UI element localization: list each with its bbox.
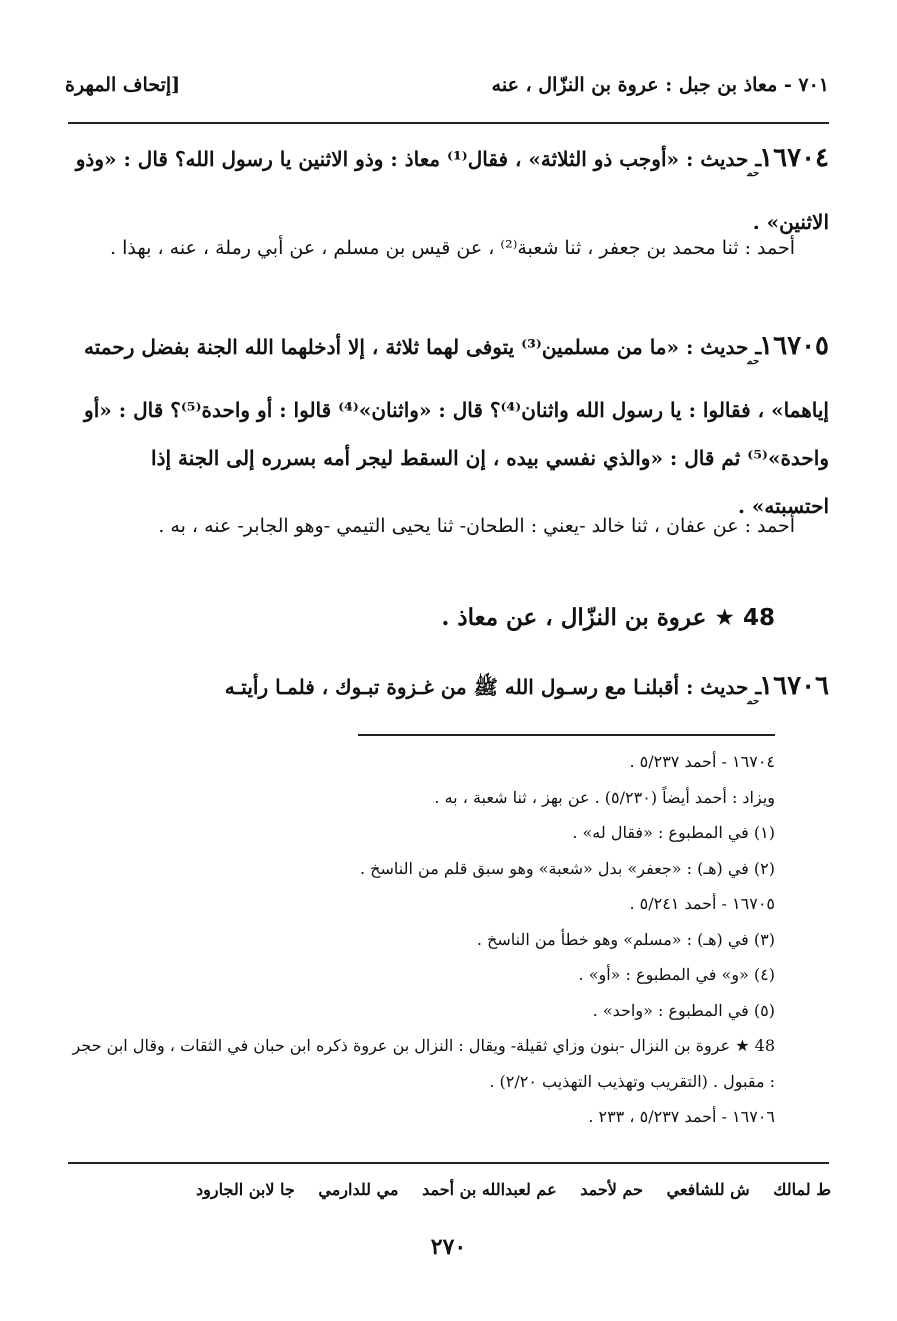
section-title: عروة بن النزّال ، عن معاذ . bbox=[441, 604, 707, 631]
footnote: (١) في المطبوع : «فقال له» . bbox=[572, 823, 775, 842]
footnote: ويزاد : أحمد أيضاً (٥/٢٣٠) . عن بهز ، ثنا شعبة ، به . bbox=[434, 787, 775, 807]
isnad-16705: أحمد : عن عفان ، ثنا خالد -يعني : الطحان- ثنا يحيى التيمي -وهو الجابر- عنه ، به . bbox=[158, 515, 795, 537]
abbreviation: جا لابن الجارود bbox=[196, 1180, 295, 1199]
section-number: 48 bbox=[742, 605, 775, 631]
bottom-rule bbox=[68, 1162, 829, 1164]
footnote: 48 ★ عروة بن النزال -بنون وزاي ثقيلة- ويقال : النزال بن عروة ذكره ابن حبان في الثقات ، وقال ابن حجر : مقبول . (التقريب وتهذيب التهذيب ٢/٢٠) . bbox=[72, 1036, 775, 1091]
header-rule bbox=[68, 122, 829, 124]
footnote: ١٦٧٠٤ - أحمد ٥/٢٣٧ . bbox=[629, 752, 775, 771]
abbreviation: مي للدارمي bbox=[318, 1180, 399, 1199]
footnote: ١٦٧٠٥ - أحمد ٥/٢٤١ . bbox=[629, 894, 775, 913]
hadith-text: ـ حديث : أقبلنـا مع رسـول الله ﷺ من غـزوة تبـوك ، فلمـا رأيتـه bbox=[224, 675, 762, 699]
source-code: حم bbox=[747, 168, 760, 179]
abbreviation-key bbox=[178, 1180, 831, 1199]
page-number: ٢٧٠ bbox=[430, 1234, 467, 1260]
hadith-text: ـ حديث : «أوجب ذو الثلاثة» ، فقال⁽¹⁾ معاذ : وذو الاثنين يا رسول الله؟ قال : «وذو الاثنين» . bbox=[75, 147, 829, 234]
hadith-entry-16706 bbox=[68, 662, 829, 726]
hadith-number: ١٦٧٠٥ bbox=[759, 331, 829, 361]
hadith-text: ـ حديث : «ما من مسلمين⁽³⁾ يتوفى لهما ثلاثة ، إلا أدخلهما الله الجنة بفضل رحمته إياهما» ، فقالوا : يا رسول الله واثنان⁽⁴⁾؟ قال : «واثنان»⁽⁴⁾ قالوا : أو واحدة⁽⁵⁾؟ قال : «أو واحدة»⁽⁵⁾ ثم قال : «والذي نفسي بيده ، إن السقط ليجر أمه بسرره إلى الجنة إذا احتسبته» . bbox=[84, 335, 829, 518]
footnote: (٤) «و» في المطبوع : «أو» . bbox=[578, 965, 775, 984]
footnote-rule bbox=[358, 734, 775, 736]
footnotes bbox=[68, 744, 775, 1135]
footnote: (٢) في (هـ) : «جعفر» بدل «شعبة» وهو سبق قلم من الناسخ . bbox=[360, 858, 775, 878]
abbreviation: ش للشافعي bbox=[666, 1180, 750, 1199]
footnote: (٣) في (هـ) : «مسلم» وهو خطأ من الناسخ . bbox=[476, 929, 775, 949]
narrator-section-heading bbox=[441, 604, 775, 631]
hadith-entry-16705 bbox=[68, 322, 829, 530]
isnad-16704: أحمد : ثنا محمد بن جعفر ، ثنا شعبة⁽²⁾ ، عن قيس بن مسلم ، عن أبي رملة ، عنه ، بهذا . bbox=[110, 237, 795, 259]
hadith-number: ١٦٧٠٤ bbox=[759, 143, 829, 173]
abbreviation: حم لأحمد bbox=[580, 1180, 643, 1199]
footnote: ١٦٧٠٦ - أحمد ٥/٢٣٧ ، ٢٣٣ . bbox=[588, 1107, 775, 1126]
abbreviation: عم لعبدالله بن أحمد bbox=[422, 1180, 557, 1199]
running-header-left: [إتحاف المهرة bbox=[65, 74, 181, 96]
source-code: حم bbox=[747, 356, 760, 367]
abbreviation: ط لمالك bbox=[773, 1180, 831, 1199]
star-icon: ★ bbox=[714, 605, 735, 631]
hadith-number: ١٦٧٠٦ bbox=[759, 671, 829, 701]
source-code: حم bbox=[747, 696, 760, 707]
running-header-right: ٧٠١ - معاذ بن جبل : عروة بن النزّال ، عنه bbox=[491, 74, 829, 96]
footnote: (٥) في المطبوع : «واحد» . bbox=[592, 1000, 775, 1020]
